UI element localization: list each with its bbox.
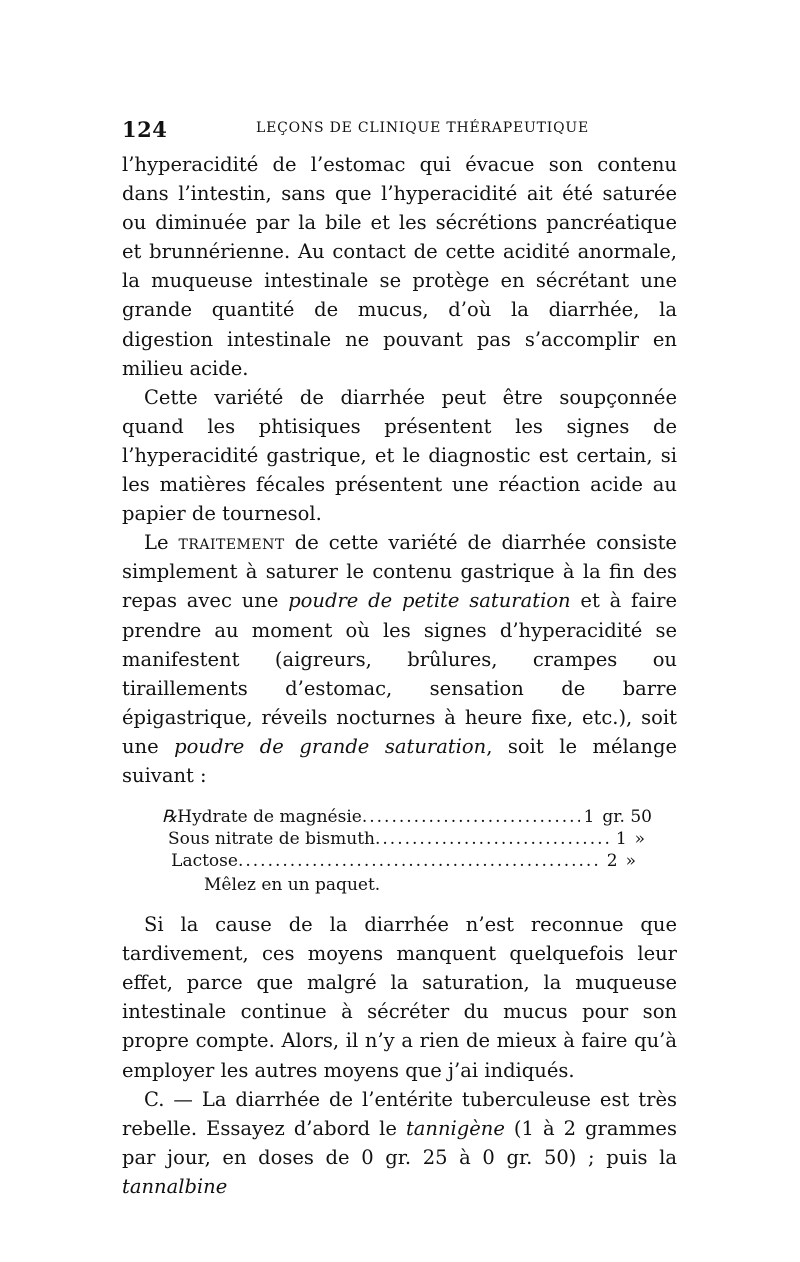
paragraph-diagnosis: Cette variété de diarrhée peut être soupçonnée quand les phtisiques présentent les signes de l’hyperacidité gastrique, et le diagnostic est certain, si les matières fécales présentent une réaction acide au papier de tournesol. <box>122 385 677 526</box>
paragraph-tuberculous-enteritis <box>122 1085 677 1201</box>
paragraph-late-cause: Si la cause de la diarrhée n’est reconnue que tardivement, ces moyens manquent quelquefois leur effet, parce que malgré la saturation, la muqueuse intestinale continue à sécréter du mucus pour son propre compte. Alors, il n’y a rien de mieux à faire qu’à employer les autres moyens que j’ai indiqués. <box>122 913 677 1082</box>
body-text <box>122 150 677 1201</box>
formula-unit: » <box>625 851 636 872</box>
enteritis-text-2: (1 à 2 grammes par jour, en doses de 0 gr. 25 à 0 gr. 50) ; puis la <box>122 1116 677 1169</box>
formula-row <box>162 828 652 850</box>
formula-unit: » <box>634 829 646 850</box>
prescription-formula <box>162 806 652 896</box>
leader-dots <box>375 828 612 850</box>
enteritis-italic-2: tannalbine <box>122 1174 228 1198</box>
enteritis-text-1: C. — La diarrhée de l’entérite tuberculeuse est très rebelle. Essayez d’abord le <box>122 1087 677 1140</box>
treatment-text-2: et à faire prendre au moment où les signes d’hyperacidité se manifestent (aigreurs, brûlures, crampes ou tiraillements d’estomac, sensation de barre épigastrique, réveils nocturnes à heure fixe, etc.), soit une <box>122 589 677 758</box>
formula-ingredient: Sous nitrate de bismuth <box>168 829 375 850</box>
formula-quantity: 1 <box>583 807 595 828</box>
formula-ingredient: Hydrate de magnésie <box>177 807 362 828</box>
page-header <box>122 117 678 141</box>
recipe-symbol-icon: ℞ <box>162 807 178 828</box>
treatment-italic-2: poudre de grande saturation <box>174 734 487 758</box>
treatment-lead: Le <box>144 531 179 555</box>
formula-quantity: 2 <box>606 851 618 872</box>
paragraph-treatment <box>122 528 677 790</box>
leader-dots <box>362 806 580 828</box>
leader-dots <box>238 850 599 872</box>
treatment-text-3: , soit le mélange suivant : <box>122 734 677 787</box>
paragraph-continuation: l’hyperacidité de l’estomac qui évacue son contenu dans l’intestin, sans que l’hyperacidité ait été saturée ou diminuée par la bile et les sécrétions pancréatique et brunnérienne. Au contact de cette acidité anormale, la muqueuse intestinale se protège en sécrétant une grande quantité de mucus, d’où la diarrhée, la digestion intestinale ne pouvant pas s’accomplir en milieu acide. <box>122 153 677 380</box>
page-number: 124 <box>122 117 168 142</box>
formula-quantity: 1 <box>615 829 627 850</box>
treatment-text-1: de cette variété de diarrhée consiste simplement à saturer le contenu gastrique à la fin des repas avec une <box>122 531 677 613</box>
formula-unit: gr. 50 <box>602 807 652 828</box>
formula-ingredient: Lactose <box>171 851 238 872</box>
formula-row <box>162 806 652 828</box>
treatment-italic-1: poudre de petite saturation <box>288 589 571 613</box>
running-title: LEÇONS DE CLINIQUE THÉRAPEUTIQUE <box>256 120 589 136</box>
enteritis-italic-1: tannigène <box>405 1116 505 1140</box>
formula-instruction: Mêlez en un paquet. <box>204 875 381 896</box>
treatment-keyword: traitement <box>178 531 285 555</box>
formula-row <box>162 850 652 872</box>
